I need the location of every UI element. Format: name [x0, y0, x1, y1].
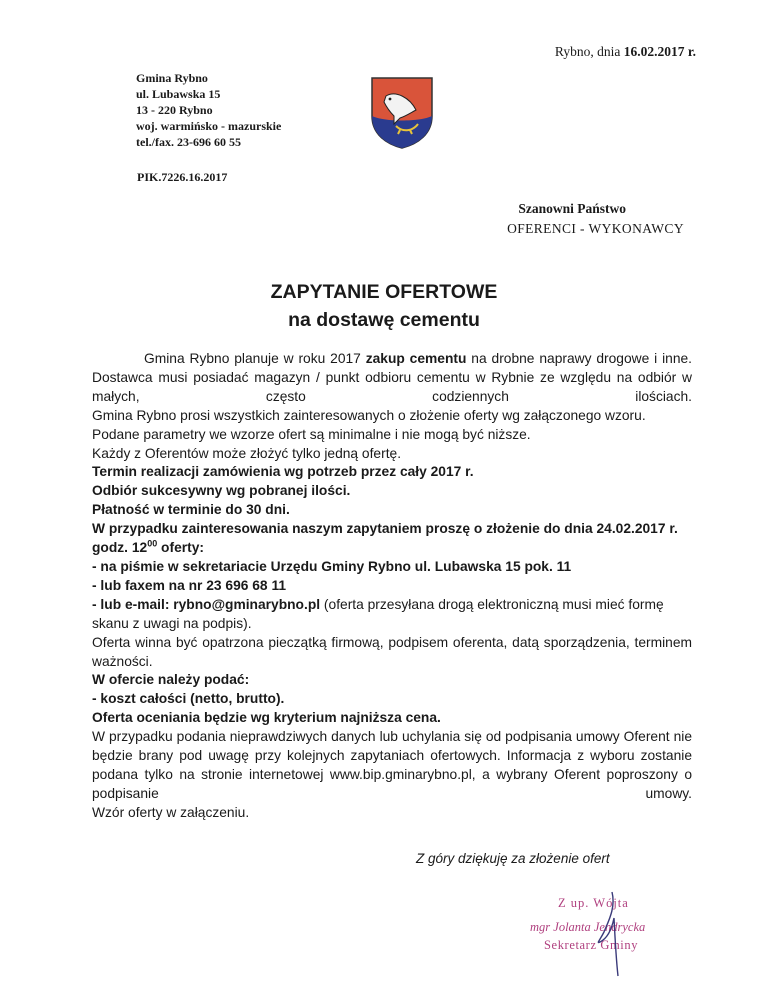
body-bold-text: oferty:	[157, 540, 204, 556]
body-paragraph: Gmina Rybno prosi wszystkich zainteresowanych o złożenie oferty wg załączonego wzoru.	[92, 407, 646, 423]
handwritten-signature-icon	[578, 888, 638, 978]
body-bold-text: Odbiór sukcesywny wg pobranej ilości.	[92, 483, 351, 499]
body-bold-text: - lub faxem na nr 23 696 68 11	[92, 577, 287, 593]
salutation-line-1: Szanowni Państwo	[518, 201, 626, 216]
sender-line: Gmina Rybno	[136, 71, 208, 85]
coat-of-arms-icon	[370, 76, 434, 150]
body-text: (oferta przesyłana drogą elektroniczną musi mieć formę skanu z uwagi na podpis).	[92, 596, 664, 631]
stamp-line: Z up. Wójta	[558, 896, 629, 910]
body-paragraph	[92, 501, 692, 520]
body-paragraph	[92, 558, 692, 577]
sender-line: tel./fax. 23-696 60 55	[136, 135, 241, 149]
body-paragraph	[92, 350, 692, 407]
letter-body	[92, 350, 692, 823]
body-paragraph: W przypadku podania nieprawdziwych danych lub uchylania się od podpisania umowy Oferent nie będzie brany pod uwagę przy kolejnych zapytaniach ofertowych. Informacja z wyboru zostanie podana tylko na stronie internetowej www.bip.gminarybno.pl, a wybrany Oferent poproszony o podpisanie umowy.	[92, 729, 692, 801]
body-paragraph	[92, 463, 692, 482]
salutation-line-2: OFERENCI - WYKONAWCY	[507, 221, 684, 236]
salutation	[507, 199, 684, 239]
body-paragraph: Każdy z Oferentów może złożyć tylko jedną ofertę.	[92, 445, 402, 461]
body-bold-text: - koszt całości (netto, brutto).	[92, 691, 285, 707]
body-paragraph	[92, 520, 692, 558]
signature-stamp	[528, 888, 698, 978]
body-bold-text: - na piśmie w sekretariacie Urzędu Gminy Rybno ul. Lubawska 15 pok. 11	[92, 558, 572, 574]
body-paragraph	[92, 596, 692, 634]
body-text: na drobne naprawy drogowe i inne. Dostawca musi posiadać magazyn / punkt odbioru cementu w Rybnie ze względu na odbiór w małych, często codziennych ilościach.	[92, 351, 693, 404]
sender-line: woj. warmińsko - mazurskie	[136, 119, 282, 133]
body-paragraph	[92, 671, 692, 690]
sender-line: ul. Lubawska 15	[136, 87, 221, 101]
sender-address	[136, 70, 281, 150]
document-title	[0, 278, 768, 334]
date-prefix: Rybno, dnia	[554, 44, 621, 59]
sender-line: 13 - 220 Rybno	[136, 103, 213, 117]
body-paragraph: Podane parametry we wzorze ofert są minimalne i nie mogą być niższe.	[92, 426, 531, 442]
body-bold-text: W ofercie należy podać:	[92, 672, 250, 688]
body-paragraph	[92, 577, 692, 596]
body-paragraph: Wzór oferty w załączeniu.	[92, 804, 250, 820]
body-bold-text: Oferta oceniania będzie wg kryterium najniższa cena.	[92, 710, 441, 726]
body-text: Gmina Rybno planuje w roku 2017	[144, 351, 366, 366]
email-link[interactable]: - lub e-mail: rybno@gminarybno.pl	[92, 596, 321, 612]
body-paragraph	[92, 482, 692, 501]
date-value: 16.02.2017 r.	[623, 44, 696, 59]
body-bold-text: Termin realizacji zamówienia wg potrzeb przez cały 2017 r.	[92, 464, 474, 480]
body-bold-text: Płatność w terminie do 30 dni.	[92, 502, 290, 518]
time-superscript: 00	[147, 538, 158, 549]
body-bold-text: zakup cementu	[365, 351, 467, 366]
closing-line: Z góry dziękuję za złożenie ofert	[416, 851, 610, 866]
body-paragraph	[92, 690, 692, 709]
document-date	[555, 44, 696, 60]
body-paragraph	[92, 709, 692, 728]
stamp-line: mgr Jolanta Jendrycka	[530, 920, 646, 934]
title-line-2: na dostawę cementu	[288, 309, 480, 331]
body-paragraph: Oferta winna być opatrzona pieczątką firmową, podpisem oferenta, datą sporządzenia, terminem ważności.	[92, 634, 692, 669]
reference-number: PIK.7226.16.2017	[137, 170, 228, 184]
body-bold-text: W przypadku zainteresowania naszym zapytaniem proszę o złożenie do dnia 24.02.2017 r. godz. 12	[92, 521, 678, 556]
title-line-1: ZAPYTANIE OFERTOWE	[270, 281, 498, 303]
stamp-line: Sekretarz Gminy	[544, 938, 639, 952]
